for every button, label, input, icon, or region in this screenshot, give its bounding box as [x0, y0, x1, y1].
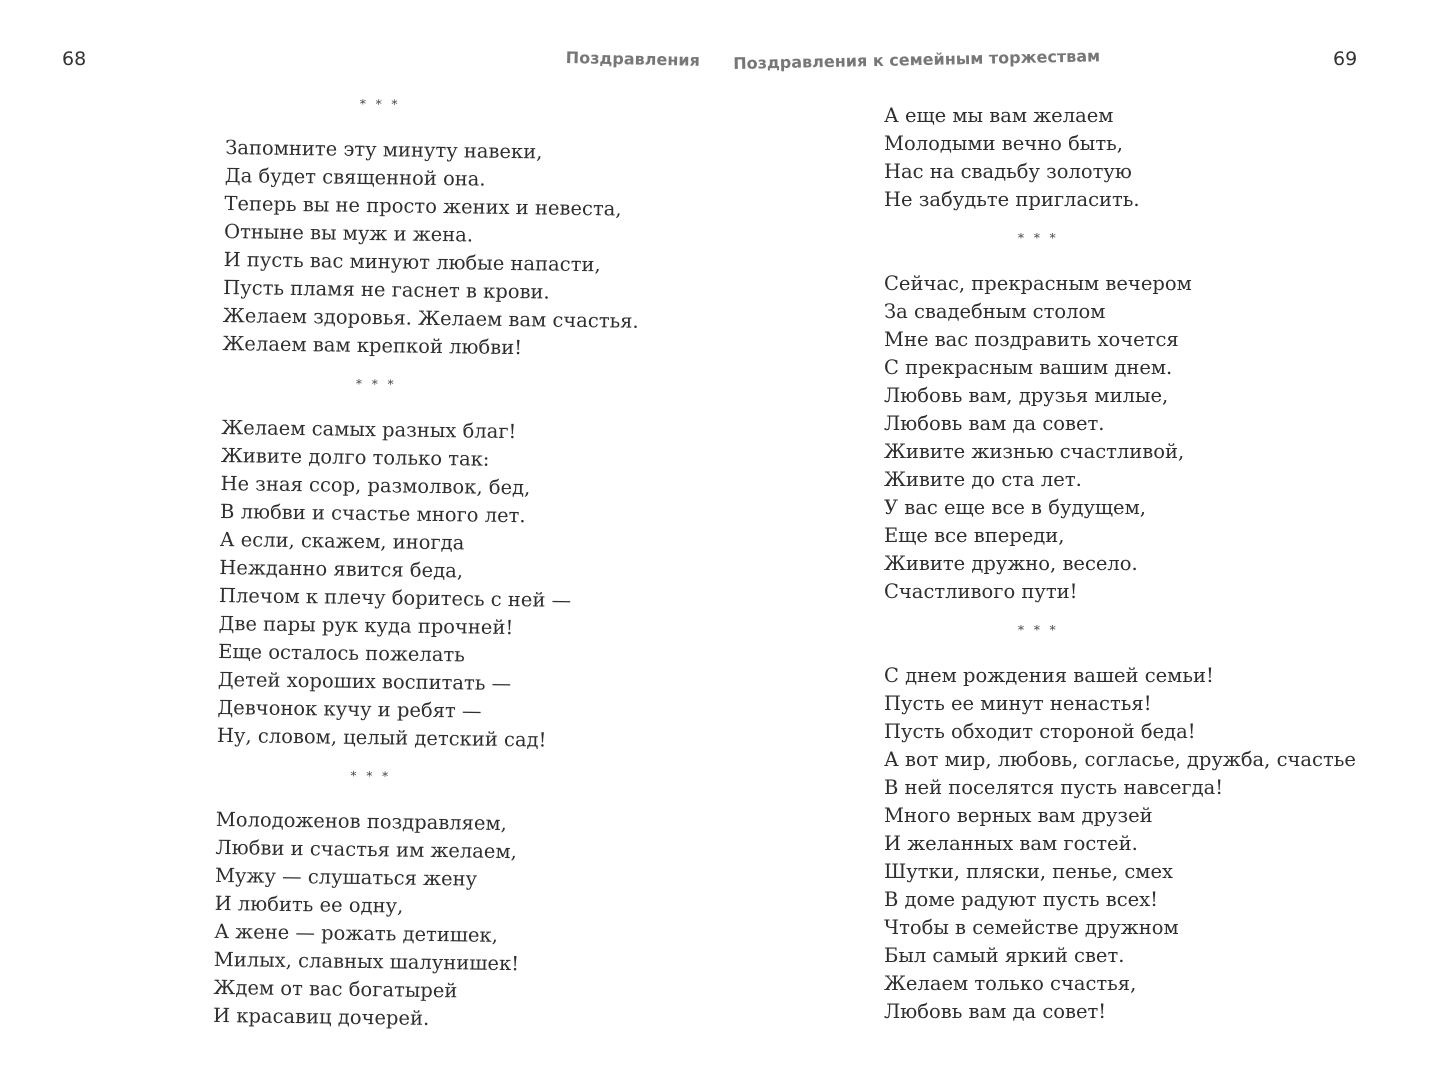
poem-line: Запомните эту минуту навеки, — [225, 135, 543, 164]
poem-line: У вас еще все в будущем, — [884, 496, 1146, 519]
poem-line: И желанных вам гостей. — [884, 832, 1138, 855]
poem — [222, 92, 686, 378]
poem-line: Нежданно явится беда, — [219, 555, 464, 583]
poem-line: В доме радуют пусть всех! — [884, 888, 1158, 911]
poem-line: И пусть вас минуют любые напасти, — [223, 247, 601, 277]
poem-line: Ну, словом, целый детский сад! — [216, 723, 547, 752]
poem-line: Детей хороших воспитать — — [217, 667, 512, 696]
poem-line: Желаем здоровья. Желаем вам счастья. — [222, 303, 639, 333]
poem-line: Любви и счастья им желаем, — [215, 835, 517, 864]
poem-line: Живите дружно, весело. — [884, 552, 1138, 575]
poem-line: Желаем самых разных благ! — [221, 415, 517, 444]
poem-line: Был самый яркий свет. — [884, 944, 1125, 967]
poem-line: С прекрасным вашим днем. — [884, 356, 1173, 379]
poem-line: Молодоженов поздравляем, — [215, 807, 508, 835]
poem-line: Любовь вам, друзья милые, — [884, 384, 1169, 407]
page-number-right: 69 — [1333, 48, 1358, 70]
poem-line: Мужу — слушаться жену — [214, 863, 478, 891]
running-head-right: Поздравления к семейным торжествам — [733, 46, 1101, 73]
poem-line: С днем рождения вашей семьи! — [884, 664, 1214, 687]
left-page-column — [213, 92, 686, 1036]
poem-line: Теперь вы не просто жених и невеста, — [224, 191, 622, 221]
poem-line: Живите до ста лет. — [884, 468, 1082, 491]
poem-line: Не зная ссор, размолвок, бед, — [220, 471, 531, 500]
poem-line: И любить ее одну, — [214, 891, 404, 918]
poem-line: Живите жизнью счастливой, — [884, 440, 1185, 463]
poem-line: Ждем от вас богатырей — [213, 975, 458, 1003]
poem — [213, 764, 677, 1036]
poem-line: Пусть обходит стороной беда! — [884, 720, 1196, 743]
poem-line: Не забудьте пригласить. — [884, 188, 1140, 211]
poem — [217, 372, 682, 770]
poem-line: Чтобы в семействе дружном — [884, 916, 1179, 939]
poem-line: Желаем вам крепкой любви! — [222, 331, 523, 360]
section-divider: * * * — [355, 376, 397, 392]
poem-line: А жене — рожать детишек, — [214, 919, 499, 947]
running-head-left: Поздравления — [565, 48, 701, 70]
poem-line: А еще мы вам желаем — [884, 104, 1114, 127]
poem-line: Пусть ее минут ненастья! — [884, 692, 1152, 715]
section-divider: * * * — [350, 768, 392, 784]
poem-line: Сейчас, прекрасным вечером — [884, 272, 1192, 295]
poem-line: А вот мир, любовь, согласье, дружба, счастье — [884, 748, 1356, 771]
right-page-column — [884, 102, 1354, 1026]
section-divider: * * * — [1018, 231, 1059, 245]
poem-line: Шутки, пляски, пенье, смех — [884, 860, 1173, 883]
poem-line: В ней поселятся пусть навсегда! — [884, 776, 1224, 799]
page-number-left: 68 — [62, 48, 87, 70]
poem-line: Живите долго только так: — [220, 443, 490, 471]
poem-line: Нас на свадьбу золотую — [884, 160, 1132, 183]
poem-line: Любовь вам да совет. — [884, 412, 1105, 435]
poem-line: Да будет священной она. — [224, 163, 486, 191]
poem-line: Пусть пламя не гаснет в крови. — [223, 275, 550, 304]
poem-line: А если, скажем, иногда — [219, 527, 465, 555]
poem-line: Милых, славных шалунишек! — [213, 947, 520, 976]
poem-line: Две пары рук куда прочней! — [218, 611, 514, 640]
poem-line: Молодыми вечно быть, — [884, 132, 1123, 155]
poem-line: Отныне вы муж и жена. — [223, 219, 474, 247]
poem — [884, 228, 1354, 620]
poem-line: Плечом к плечу боритесь с ней — — [218, 583, 572, 612]
poem-line: Любовь вам да совет! — [884, 1000, 1107, 1023]
poem-line: За свадебным столом — [884, 300, 1106, 323]
poem-line: Еще осталось пожелать — [218, 639, 466, 667]
poem-line: Много верных вам друзей — [884, 804, 1153, 827]
poem-line: В любви и счастье много лет. — [219, 499, 526, 528]
poem — [884, 620, 1354, 1026]
poem-line: Желаем только счастья, — [884, 972, 1137, 995]
poem-line: Девчонок кучу и ребят — — [217, 695, 482, 723]
section-divider: * * * — [359, 96, 401, 112]
poem-line: И красавиц дочерей. — [212, 1003, 430, 1030]
poem-line: Счастливого пути! — [884, 580, 1078, 603]
poem-line: Мне вас поздравить хочется — [884, 328, 1179, 351]
poem — [884, 102, 1354, 228]
section-divider: * * * — [1018, 623, 1059, 637]
poem-line: Еще все впереди, — [884, 524, 1065, 547]
